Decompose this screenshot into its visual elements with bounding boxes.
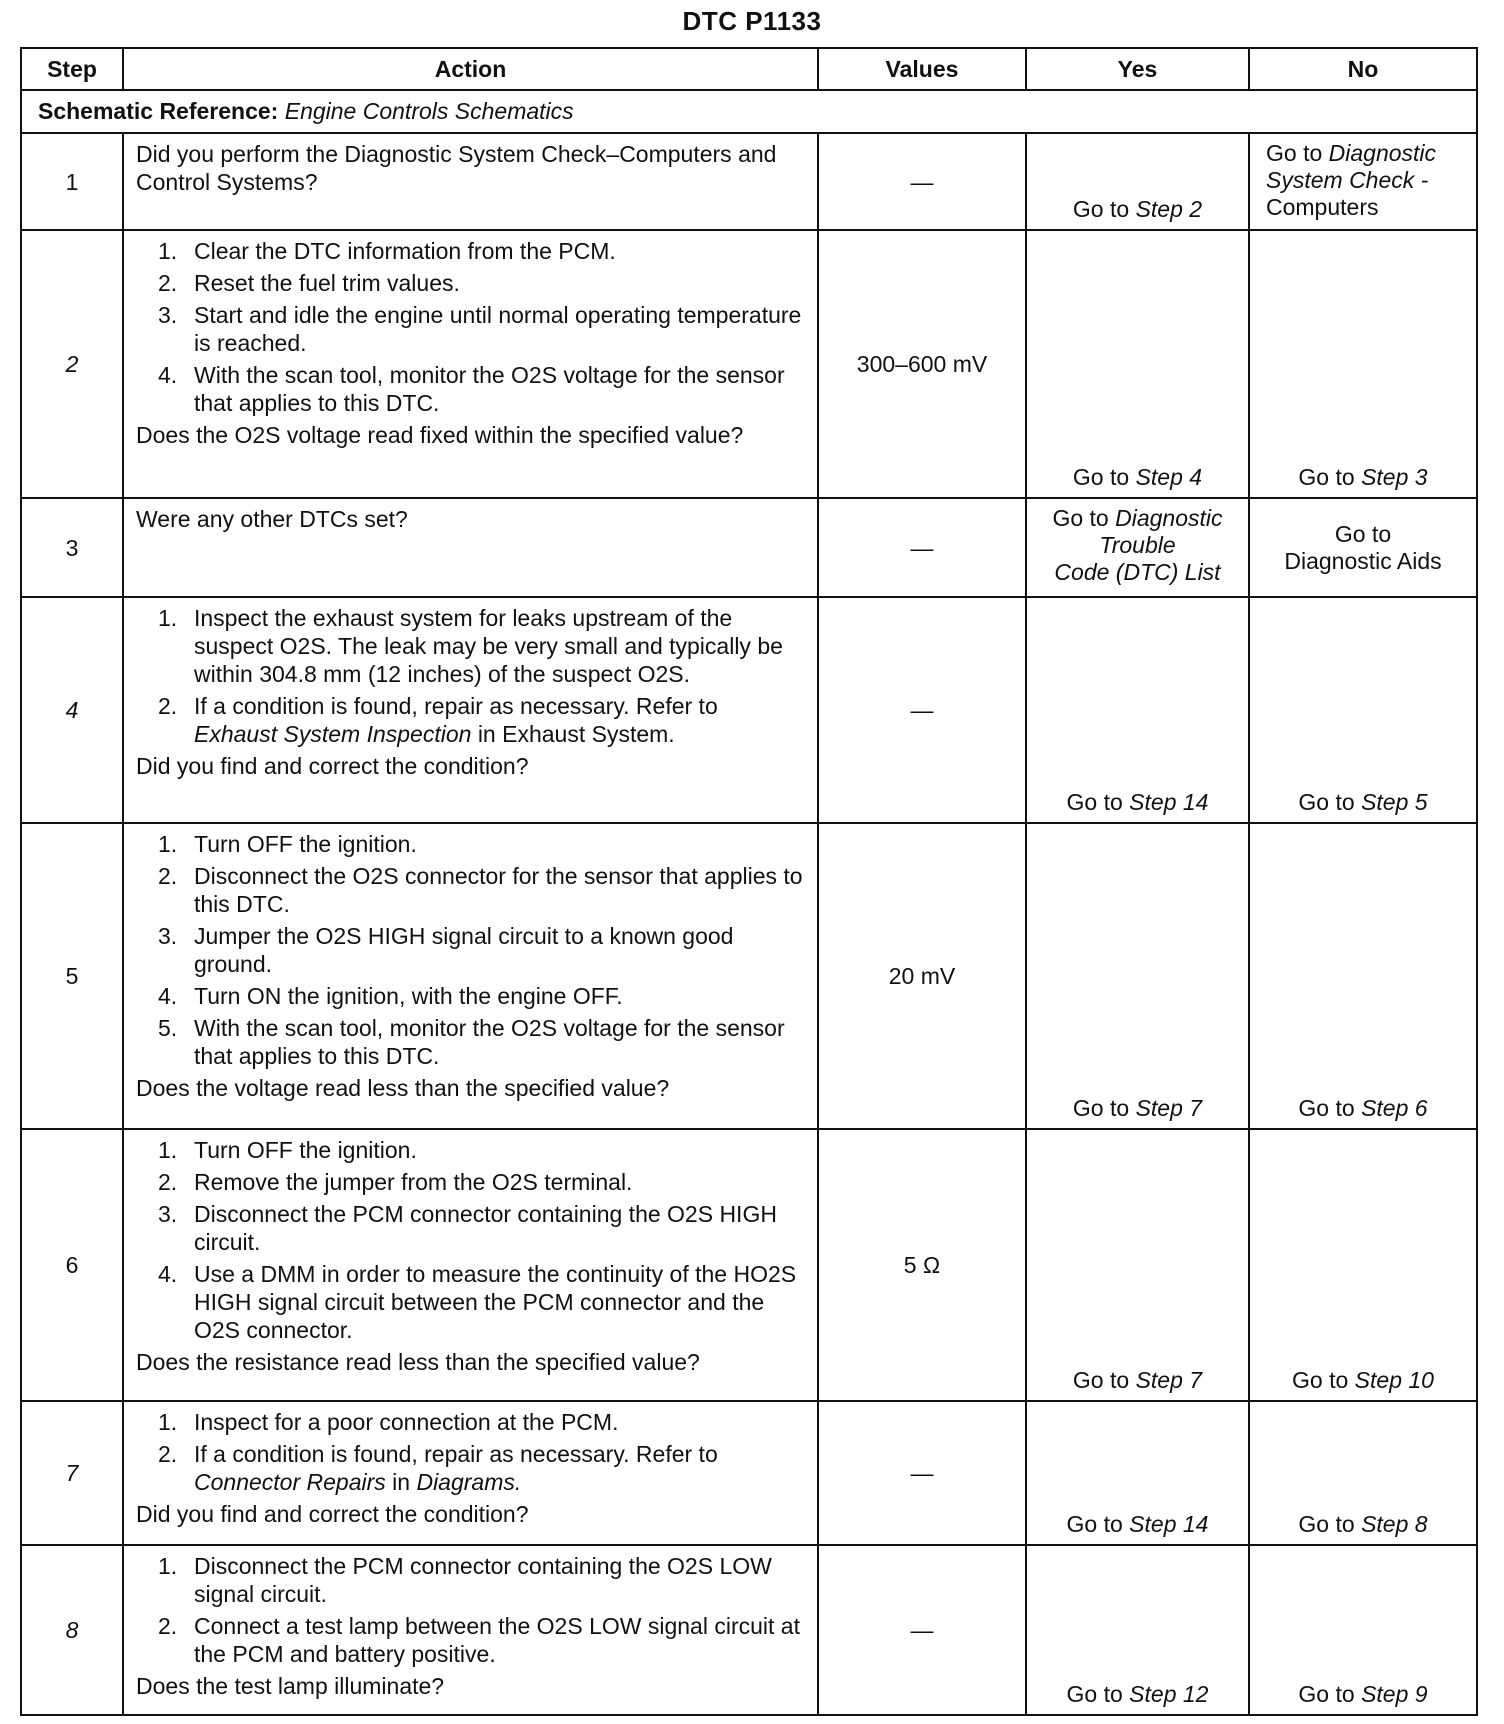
action-cell <box>123 230 818 498</box>
step-number: 4 <box>21 597 123 823</box>
list-item: 1. Turn OFF the ignition. <box>158 1137 417 1163</box>
header-values: Values <box>818 48 1026 90</box>
diagnostic-table <box>20 47 1478 1716</box>
yes-cell: Go to Step 4 <box>1026 230 1249 498</box>
action-question: Does the test lamp illuminate? <box>136 1673 445 1699</box>
value-cell: — <box>818 1545 1026 1715</box>
list-item: 2. If a condition is found, repair as necessary. Refer to Exhaust System Inspection in Exhaust System. <box>158 693 718 747</box>
step-number: 3 <box>21 498 123 597</box>
step-number: 8 <box>21 1545 123 1715</box>
yes-prefix: Go to <box>1072 196 1130 222</box>
list-item: 1. Turn OFF the ignition. <box>158 831 417 857</box>
action-question: Did you find and correct the condition? <box>136 753 529 779</box>
action-list <box>136 830 807 1070</box>
list-item: 2. Remove the jumper from the O2S terminal. <box>158 1169 633 1195</box>
yes-cell: Go to Step 14 <box>1026 1401 1249 1545</box>
header-no: No <box>1249 48 1477 90</box>
step-number: 1 <box>21 133 123 230</box>
yes-cell: Go to Step 12 <box>1026 1545 1249 1715</box>
value-cell: — <box>818 498 1026 597</box>
list-item: 2. Disconnect the O2S connector for the sensor that applies to this DTC. <box>158 863 803 917</box>
value-cell: — <box>818 133 1026 230</box>
yes-link[interactable]: Step 14 <box>1129 789 1209 815</box>
header-action: Action <box>123 48 818 90</box>
action-question: Did you find and correct the condition? <box>136 1501 529 1527</box>
header-step: Step <box>21 48 123 90</box>
list-item: 1. Inspect the exhaust system for leaks upstream of the suspect O2S. The leak may be very small and typically be within 304.8 mm (12 inches) of the suspect O2S. <box>158 605 783 687</box>
no-link-cont[interactable]: System Check - <box>1266 167 1429 193</box>
list-item: 5. With the scan tool, monitor the O2S voltage for the sensor that applies to this DTC. <box>158 1015 785 1069</box>
yes-cell: Go to Step 7 <box>1026 1129 1249 1401</box>
yes-link[interactable]: Step 14 <box>1129 1511 1209 1537</box>
yes-link[interactable]: Step 7 <box>1135 1095 1203 1121</box>
yes-link[interactable]: Diagnostic <box>1115 505 1223 531</box>
no-prefix: Go to <box>1266 140 1323 166</box>
list-item: 2. Reset the fuel trim values. <box>158 270 460 296</box>
value-cell: 300–600 mV <box>818 230 1026 498</box>
table-row <box>21 1129 1477 1401</box>
action-cell <box>123 1129 818 1401</box>
yes-link-cont[interactable]: Code (DTC) List <box>1054 559 1221 585</box>
yes-cell: Go to Diagnostic Trouble Code (DTC) List <box>1026 498 1249 597</box>
no-cell: Go to Step 3 <box>1249 230 1477 498</box>
action-list <box>136 1552 807 1668</box>
list-item: 2. Connect a test lamp between the O2S LOW signal circuit at the PCM and battery positive. <box>158 1613 800 1667</box>
no-tail: Computers <box>1266 194 1379 220</box>
no-link[interactable]: Diagnostic Aids <box>1284 547 1442 574</box>
no-cell <box>1249 133 1477 230</box>
action-list <box>136 1408 807 1496</box>
action-question: Were any other DTCs set? <box>136 506 408 532</box>
yes-link[interactable]: Step 12 <box>1129 1681 1209 1707</box>
list-item: 1. Disconnect the PCM connector containing the O2S LOW signal circuit. <box>158 1553 772 1607</box>
action-list <box>136 237 807 417</box>
list-item: 4. Use a DMM in order to measure the continuity of the HO2S HIGH signal circuit between the PCM connector and the O2S connector. <box>158 1261 797 1343</box>
action-cell <box>123 823 818 1129</box>
no-link[interactable]: Step 5 <box>1361 789 1428 815</box>
no-link[interactable]: Step 6 <box>1361 1095 1428 1121</box>
table-row <box>21 1401 1477 1545</box>
action-cell <box>123 597 818 823</box>
yes-cell: Go to Step 7 <box>1026 823 1249 1129</box>
action-cell <box>123 498 818 597</box>
list-item: 1. Clear the DTC information from the PCM. <box>158 238 616 264</box>
page-title: DTC P1133 <box>682 6 822 36</box>
step-number: 5 <box>21 823 123 1129</box>
list-item: 3. Jumper the O2S HIGH signal circuit to a known good ground. <box>158 923 734 977</box>
table-row <box>21 133 1477 230</box>
table-row <box>21 498 1477 597</box>
step-number: 6 <box>21 1129 123 1401</box>
schematic-reference <box>21 90 1477 133</box>
list-item: 2. If a condition is found, repair as necessary. Refer to Connector Repairs in Diagrams. <box>158 1441 718 1495</box>
table-row <box>21 230 1477 498</box>
action-cell <box>123 1401 818 1545</box>
yes-cell: Go to Step 14 <box>1026 597 1249 823</box>
list-item: 3. Start and idle the engine until normal operating temperature is reached. <box>158 302 802 356</box>
action-cell <box>123 133 818 230</box>
yes-link[interactable]: Step 2 <box>1135 196 1203 222</box>
yes-link-cont[interactable]: Trouble <box>1099 532 1176 558</box>
step-number: 2 <box>21 230 123 498</box>
yes-link[interactable]: Step 4 <box>1135 464 1203 490</box>
schematic-reference-row <box>21 90 1477 133</box>
table-row <box>21 597 1477 823</box>
cross-reference-link[interactable]: Diagrams. <box>416 1469 522 1495</box>
action-list <box>136 604 807 748</box>
action-question: Does the resistance read less than the specified value? <box>136 1349 700 1375</box>
yes-cell <box>1026 133 1249 230</box>
no-link[interactable]: Step 10 <box>1354 1367 1434 1393</box>
no-cell: Go to Step 10 <box>1249 1129 1477 1401</box>
header-yes: Yes <box>1026 48 1249 90</box>
action-question: Does the O2S voltage read fixed within the specified value? <box>136 422 744 448</box>
value-cell: 5 Ω <box>818 1129 1026 1401</box>
schematic-reference-link[interactable]: Engine Controls Schematics <box>284 98 574 124</box>
cross-reference-link[interactable]: Exhaust System Inspection <box>194 721 472 747</box>
list-item: 4. With the scan tool, monitor the O2S voltage for the sensor that applies to this DTC. <box>158 362 785 416</box>
list-item: 1. Inspect for a poor connection at the PCM. <box>158 1409 619 1435</box>
no-link[interactable]: Diagnostic <box>1328 140 1437 166</box>
step-number: 7 <box>21 1401 123 1545</box>
action-question: Does the voltage read less than the specified value? <box>136 1075 670 1101</box>
action-list <box>136 1136 807 1344</box>
action-cell <box>123 1545 818 1715</box>
table-row <box>21 823 1477 1129</box>
no-link[interactable]: Step 9 <box>1361 1681 1428 1707</box>
value-cell: 20 mV <box>818 823 1026 1129</box>
no-cell: Go to Step 5 <box>1249 597 1477 823</box>
header-row <box>21 48 1477 90</box>
yes-link[interactable]: Step 7 <box>1135 1367 1203 1393</box>
no-cell: Go to Step 9 <box>1249 1545 1477 1715</box>
list-item: 4. Turn ON the ignition, with the engine OFF. <box>158 983 623 1009</box>
no-cell: Go to Step 8 <box>1249 1401 1477 1545</box>
no-prefix: Go to <box>1334 520 1392 547</box>
list-item: 3. Disconnect the PCM connector containing the O2S HIGH circuit. <box>158 1201 777 1255</box>
action-question: Did you perform the Diagnostic System Check–Computers and Control Systems? <box>136 141 777 195</box>
no-link[interactable]: Step 3 <box>1361 464 1428 490</box>
no-link[interactable]: Step 8 <box>1361 1511 1428 1537</box>
cross-reference-link[interactable]: Connector Repairs <box>194 1469 386 1495</box>
value-cell: — <box>818 1401 1026 1545</box>
no-cell <box>1249 498 1477 597</box>
schematic-reference-label: Schematic Reference: <box>38 98 279 124</box>
no-cell: Go to Step 6 <box>1249 823 1477 1129</box>
value-cell: — <box>818 597 1026 823</box>
table-row <box>21 1545 1477 1715</box>
